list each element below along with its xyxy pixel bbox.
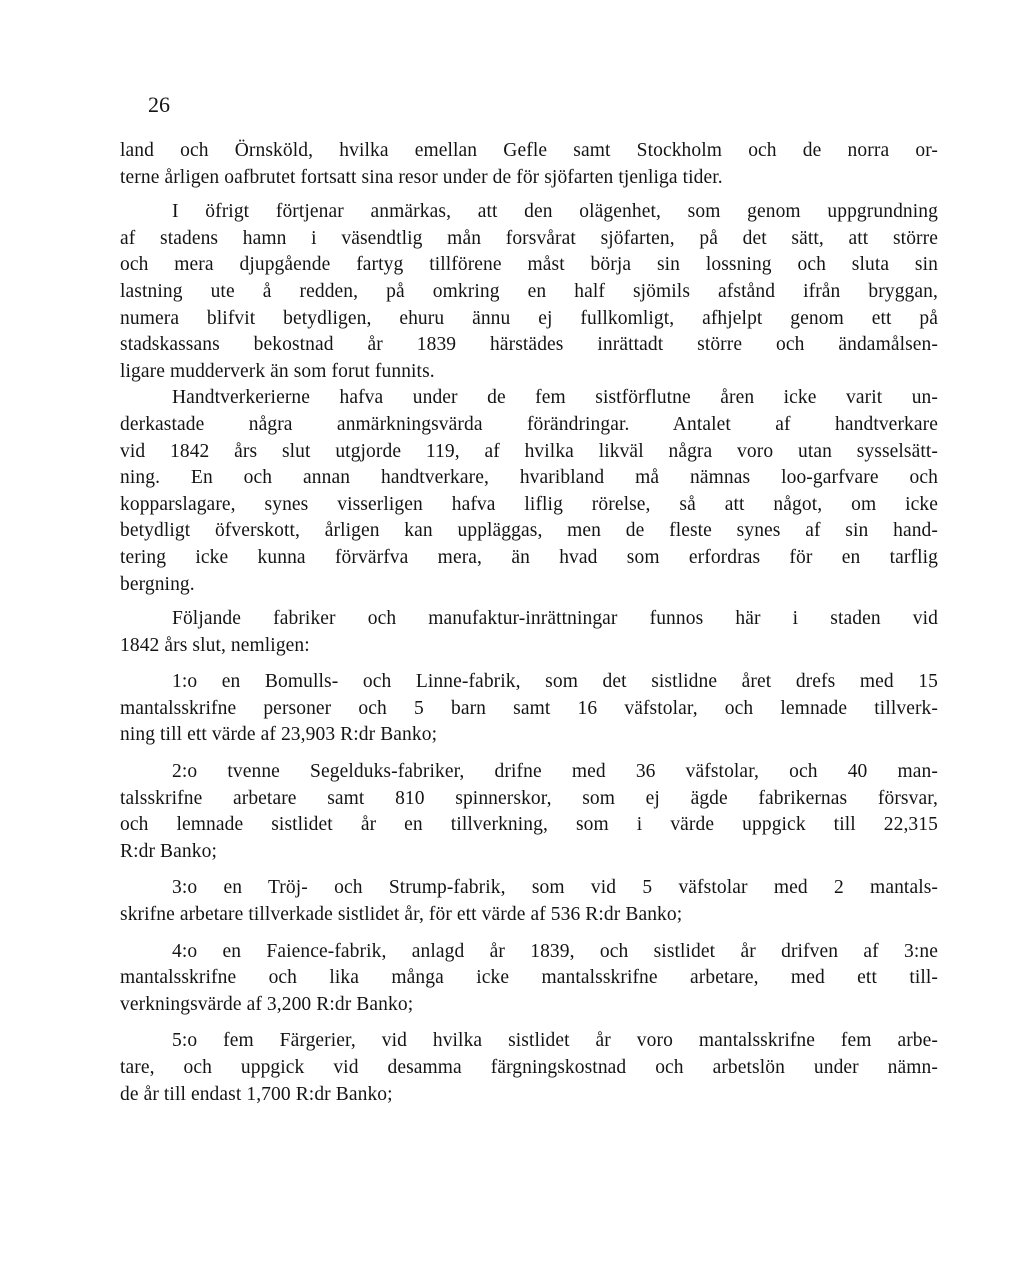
text-line: lastning ute å redden, på omkring en half sjömils afstånd ifrån bryggan, [120,280,938,302]
text-line: tering icke kunna förvärfva mera, än hvad som erfordras för en tarflig [120,546,938,568]
text-line: betydligt öfverskott, årligen kan uppläggas, men de fleste synes af sin hand- [120,520,938,542]
text-line: och lemnade sistlidet år en tillverkning, som i värde uppgick till 22,315 [120,814,938,836]
text-line: talsskrifne arbetare samt 810 spinnerskor, som ej ägde fabrikernas försvar, [120,787,938,809]
text-line: mantalsskrifne personer och 5 barn samt 16 väfstolar, och lemnade tillverk- [120,697,938,719]
text-line: och mera djupgående fartyg tillförene måst börja sin lossning och sluta sin [120,254,938,276]
text-line: skrifne arbetare tillverkade sistlidet år, för ett värde af 536 R:dr Banko; [120,904,683,926]
text-line: tare, och uppgick vid desamma färgningskostnad och arbetslön under nämn- [120,1057,938,1078]
text-line: Följande fabriker och manufaktur-inrättningar funnos här i staden vid [172,608,938,630]
text-line: af stadens hamn i väsendtlig mån forsvårat sjöfarten, på det sätt, att större [120,227,938,249]
text-line: R:dr Banko; [120,840,217,862]
text-line: mantalsskrifne och lika många icke mantalsskrifne arbetare, med ett till- [120,967,938,989]
text-line: I öfrigt förtjenar anmärkas, att den olägenhet, som genom uppgrundning [172,201,938,223]
text-line: 1842 års slut, nemligen: [120,634,310,656]
text-line: 5:o fem Färgerier, vid hvilka sistlidet år voro mantalsskrifne fem arbe- [172,1030,938,1052]
text-line: land och Örnsköld, hvilka emellan Gefle samt Stockholm och de norra or- [120,140,938,161]
text-line: 2:o tvenne Segelduks-fabriker, drifne med 36 väfstolar, och 40 man- [172,761,938,783]
text-line: 1:o en Bomulls- och Linne-fabrik, som det sistlidne året drefs med 15 [172,671,938,693]
text-line: stadskassans bekostnad år 1839 härstädes inrättadt större och ändamålsen- [120,334,938,356]
text-line: 3:o en Tröj- och Strump-fabrik, som vid 5 väfstolar med 2 mantals- [172,877,938,899]
text-line: kopparslagare, synes visserligen hafva liflig rörelse, så att något, om icke [120,493,938,515]
text-line: de år till endast 1,700 R:dr Banko; [120,1083,393,1105]
text-line: Handtverkerierne hafva under de fem sistförflutne åren icke varit un- [172,387,938,409]
text-line: ning. En och annan handtverkare, hvaribland må nämnas loo-garfvare och [120,467,938,489]
text-line: numera blifvit betydligen, ehuru ännu ej fullkomligt, afhjelpt genom ett på [120,307,938,329]
text-line: vid 1842 års slut utgjorde 119, af hvilka likväl några voro utan sysselsätt- [120,440,938,462]
text-line: derkastade några anmärkningsvärda förändringar. Antalet af handtverkare [120,413,938,435]
text-line: verkningsvärde af 3,200 R:dr Banko; [120,993,414,1015]
text-line: ning till ett värde af 23,903 R:dr Banko; [120,724,438,746]
page-number: 26 [148,92,170,117]
text-line: 4:o en Faience-fabrik, anlagd år 1839, och sistlidet år drifven af 3:ne [172,940,938,962]
text-line: terne årligen oafbrutet fortsatt sina resor under de för sjöfarten tjenliga tider. [120,166,723,188]
text-line: bergning. [120,573,195,595]
page-body-text [120,138,938,1108]
text-line: ligare mudderverk än som forut funnits. [120,360,435,382]
